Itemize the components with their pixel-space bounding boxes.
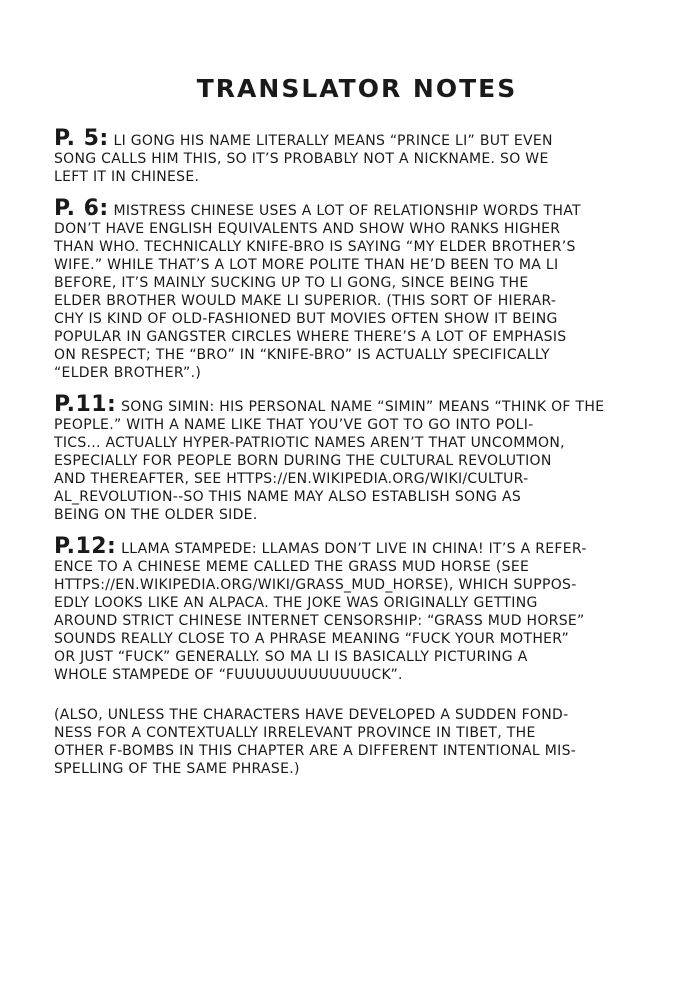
note-line: “ELDER BROTHER”.) <box>54 365 202 381</box>
note-line: POPULAR IN GANGSTER CIRCLES WHERE THERE’S A LOT OF EMPHASIS <box>54 329 567 345</box>
note-line: SPELLING OF THE SAME PHRASE.) <box>54 761 300 777</box>
note-line: NESS FOR A CONTEXTUALLY IRRELEVANT PROVINCE IN TIBET, THE <box>54 725 536 741</box>
note-line: DON’T HAVE ENGLISH EQUIVALENTS AND SHOW WHO RANKS HIGHER <box>54 221 561 237</box>
note-line: BEFORE, IT’S MAINLY SUCKING UP TO LI GONG, SINCE BEING THE <box>54 275 529 291</box>
note-line: EDLY LOOKS LIKE AN ALPACA. THE JOKE WAS ORIGINALLY GETTING <box>54 595 538 611</box>
note-line: AROUND STRICT CHINESE INTERNET CENSORSHIP: “GRASS MUD HORSE” <box>54 613 585 629</box>
note-line: ON RESPECT; THE “BRO” IN “KNIFE-BRO” IS ACTUALLY SPECIFICALLY <box>54 347 551 363</box>
note-p11 <box>54 392 660 524</box>
note-parenthetical <box>54 706 660 778</box>
note-line: CHY IS KIND OF OLD-FASHIONED BUT MOVIES OFTEN SHOW IT BEING <box>54 311 558 327</box>
note-line: P. 6: MISTRESS CHINESE USES A LOT OF RELATIONSHIP WORDS THAT <box>54 196 581 221</box>
note-line: ELDER BROTHER WOULD MAKE LI SUPERIOR. (THIS SORT OF HIERAR- <box>54 293 557 309</box>
note-line: OR JUST “FUCK” GENERALLY. SO MA LI IS BASICALLY PICTURING A <box>54 649 528 665</box>
note-p6 <box>54 196 660 382</box>
note-line: (ALSO, UNLESS THE CHARACTERS HAVE DEVELOPED A SUDDEN FOND- <box>54 707 569 723</box>
note-line: PEOPLE.” WITH A NAME LIKE THAT YOU’VE GOT TO GO INTO POLI- <box>54 417 534 433</box>
note-line: P.11: SONG SIMIN: HIS PERSONAL NAME “SIMIN” MEANS “THINK OF THE <box>54 392 605 417</box>
note-line: ESPECIALLY FOR PEOPLE BORN DURING THE CULTURAL REVOLUTION <box>54 453 552 469</box>
note-line: HTTPS://EN.WIKIPEDIA.ORG/WIKI/GRASS_MUD_HORSE), WHICH SUPPOS- <box>54 577 577 593</box>
note-line: P. 5: LI GONG HIS NAME LITERALLY MEANS “PRINCE LI” BUT EVEN <box>54 126 553 151</box>
note-line: BEING ON THE OLDER SIDE. <box>54 507 258 523</box>
note-line: SONG CALLS HIM THIS, SO IT’S PROBABLY NOT A NICKNAME. SO WE <box>54 151 549 167</box>
note-label: P.12: <box>54 534 117 559</box>
note-line: AL_REVOLUTION--SO THIS NAME MAY ALSO ESTABLISH SONG AS <box>54 489 522 505</box>
note-line: LEFT IT IN CHINESE. <box>54 169 200 185</box>
note-line: TICS... ACTUALLY HYPER-PATRIOTIC NAMES AREN’T THAT UNCOMMON, <box>54 435 565 451</box>
note-label: P. 5: <box>54 126 109 151</box>
note-line: THAN WHO. TECHNICALLY KNIFE-BRO IS SAYING “MY ELDER BROTHER’S <box>54 239 576 255</box>
note-line: OTHER F-BOMBS IN THIS CHAPTER ARE A DIFFERENT INTENTIONAL MIS- <box>54 743 577 759</box>
note-p12 <box>54 534 660 684</box>
note-line: AND THEREAFTER, SEE HTTPS://EN.WIKIPEDIA.ORG/WIKI/CULTUR- <box>54 471 529 487</box>
note-line: ENCE TO A CHINESE MEME CALLED THE GRASS MUD HORSE (SEE <box>54 559 530 575</box>
note-line: P.12: LLAMA STAMPEDE: LLAMAS DON’T LIVE IN CHINA! IT’S A REFER- <box>54 534 587 559</box>
note-line: WHOLE STAMPEDE OF “FUUUUUUUUUUUUUCK”. <box>54 667 403 683</box>
note-label: P. 6: <box>54 196 109 221</box>
note-line: SOUNDS REALLY CLOSE TO A PHRASE MEANING “FUCK YOUR MOTHER” <box>54 631 569 647</box>
note-p5 <box>54 126 660 186</box>
note-line: WIFE.” WHILE THAT’S A LOT MORE POLITE THAN HE’D BEEN TO MA LI <box>54 257 559 273</box>
note-label: P.11: <box>54 392 117 417</box>
page-title: TRANSLATOR NOTES <box>196 74 518 103</box>
